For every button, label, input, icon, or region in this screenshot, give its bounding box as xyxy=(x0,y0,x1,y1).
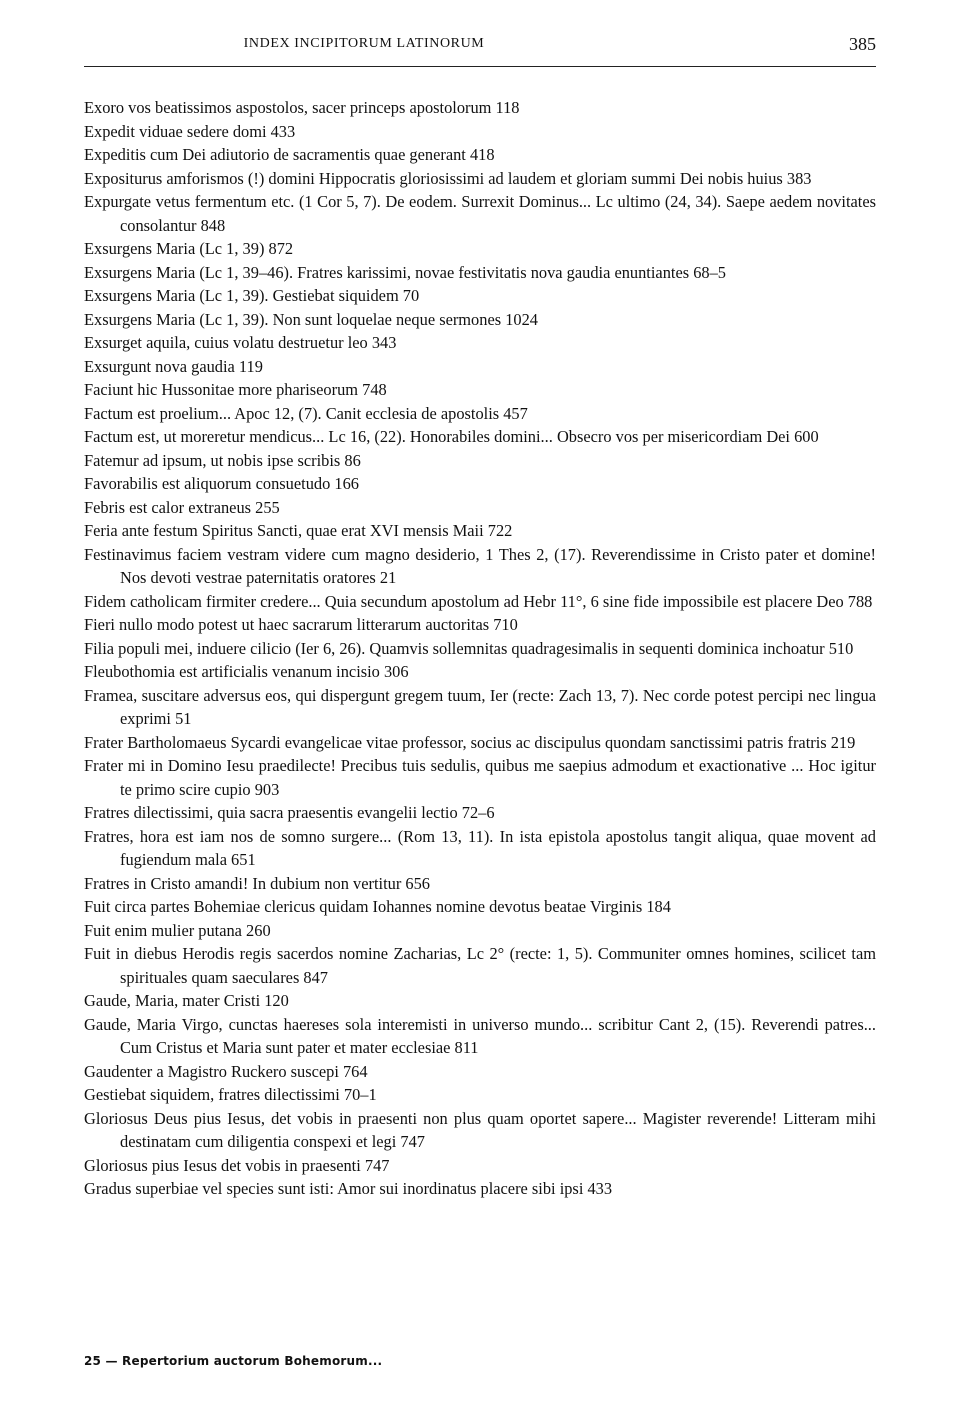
index-entry: Feria ante festum Spiritus Sancti, quae erat XVI mensis Maii 722 xyxy=(84,521,513,540)
index-entry: Fratres dilectissimi, quia sacra praesentis evangelii lectio 72–6 xyxy=(84,803,495,822)
index-entry: Fidem catholicam firmiter credere... Quia secundum apostolum ad Hebr 11°, 6 sine fide impossibile est placere Deo 788 xyxy=(84,591,873,611)
running-title: INDEX INCIPITORUM LATINORUM xyxy=(243,36,485,51)
index-entry: Fuit enim mulier putana 260 xyxy=(84,920,271,940)
index-entry: Expurgate vetus fermentum etc. (1 Cor 5, 7). De eodem. Surrexit Dominus... Lc ultimo (24, 34). Saepe aedem novitates consolantur 848 xyxy=(84,192,876,235)
index-entry: Faciunt hic Hussonitae more phariseorum 748 xyxy=(84,380,387,399)
index-entry: Exsurgens Maria (Lc 1, 39). Gestiebat siquidem 70 xyxy=(84,286,420,305)
index-entry: Gaudenter a Magistro Ruckero suscepi 764 xyxy=(84,1061,368,1081)
index-entry: Factum est, ut moreretur mendicus... Lc 16, (22). Honorabiles domini... Obsecro vos per misericordiam Dei 600 xyxy=(84,427,819,446)
index-entry: Gaude, Maria Virgo, cunctas haereses sola interemisti in universo mundo... scribitur Cant 2, (15). Reverendi patres... Cum Cristus et Maria sunt pater et mater ecclesiae 811 xyxy=(84,1014,876,1057)
index-entry: Exsurget aquila, cuius volatu destruetur leo 343 xyxy=(84,333,397,352)
index-entry: Gloriosus Deus pius Iesus, det vobis in praesenti non plus quam oportet sapere... Magister reverende! Litteram mihi destinatam cum diligentia conspexi et legi 747 xyxy=(84,1108,876,1151)
index-entry: Fuit in diebus Herodis regis sacerdos nomine Zacharias, Lc 2° (recte: 1, 5). Communiter omnes homines, scilicet tam spirituales quam saeculares 847 xyxy=(84,944,876,987)
index-entry: Frater Bartholomaeus Sycardi evangelicae vitae professor, socius ac discipulus quondam sanctissimi patris fratris 219 xyxy=(84,732,856,752)
index-entry: Favorabilis est aliquorum consuetudo 166 xyxy=(84,474,359,493)
index-entries xyxy=(84,96,876,1201)
index-entry: Fieri nullo modo potest ut haec sacrarum litterarum auctoritas 710 xyxy=(84,615,518,634)
page-header xyxy=(84,34,876,62)
index-entry: Exoro vos beatissimos aspostolos, sacer princeps apostolorum 118 xyxy=(84,98,520,117)
index-entry: Exsurgens Maria (Lc 1, 39) 872 xyxy=(84,239,294,258)
index-entry: Exsurgens Maria (Lc 1, 39–46). Fratres karissimi, novae festivitatis nova gaudia enuntiantes 68–5 xyxy=(84,262,726,282)
index-entry: Fratres, hora est iam nos de somno surgere... (Rom 13, 11). In ista epistola apostolus tangit aliqua, quae movent ad fugiendum mala 651 xyxy=(84,826,876,869)
index-entry: Factum est proelium... Apoc 12, (7). Canit ecclesia de apostolis 457 xyxy=(84,403,528,423)
index-entry: Expositurus amforismos (!) domini Hippocratis gloriosissimi ad laudem et gloriam summi Dei nobis huius 383 xyxy=(84,168,812,188)
index-entry: Exsurgunt nova gaudia 119 xyxy=(84,356,263,376)
page-number: 385 xyxy=(849,34,876,54)
index-page xyxy=(84,0,876,1416)
index-entry: Gestiebat siquidem, fratres dilectissimi 70–1 xyxy=(84,1085,377,1104)
header-rule xyxy=(84,66,876,67)
index-entry: Exsurgens Maria (Lc 1, 39). Non sunt loquelae neque sermones 1024 xyxy=(84,309,538,329)
index-entry: Gradus superbiae vel species sunt isti: Amor sui inordinatus placere sibi ipsi 433 xyxy=(84,1179,613,1198)
index-entry: Frater mi in Domino Iesu praedilecte! Precibus tuis sedulis, quibus me saepius admodum et exactionative ... Hoc igitur te primo scire cupio 903 xyxy=(84,756,876,799)
index-entry: Febris est calor extraneus 255 xyxy=(84,497,280,517)
index-entry: Gaude, Maria, mater Cristi 120 xyxy=(84,991,289,1010)
index-entry: Framea, suscitare adversus eos, qui dispergunt gregem tuum, Ier (recte: Zach 13, 7). Nec corde potest percipi nec lingua exprimi 51 xyxy=(84,685,876,728)
index-entry: Expeditis cum Dei adiutorio de sacramentis quae generant 418 xyxy=(84,145,495,164)
index-entry: Fuit circa partes Bohemiae clericus quidam Iohannes nomine devotus beatae Virginis 184 xyxy=(84,897,671,916)
footer-signature: 25 — Repertorium auctorum Bohemorum... xyxy=(84,1354,383,1368)
index-entry: Filia populi mei, induere cilicio (Ier 6, 26). Quamvis sollemnitas quadragesimalis in sequenti dominica inchoatur 510 xyxy=(84,638,854,658)
index-entry: Festinavimus faciem vestram videre cum magno desiderio, 1 Thes 2, (17). Reverendissime in Cristo pater et domine! Nos devoti vestrae paternitatis oratores 21 xyxy=(84,544,876,587)
index-entry: Gloriosus pius Iesus det vobis in praesenti 747 xyxy=(84,1155,390,1175)
index-entry: Fleubothomia est artificialis venanum incisio 306 xyxy=(84,662,409,681)
index-entry: Fatemur ad ipsum, ut nobis ipse scribis 86 xyxy=(84,450,361,470)
index-entry: Fratres in Cristo amandi! In dubium non vertitur 656 xyxy=(84,873,430,893)
index-entry: Expedit viduae sedere domi 433 xyxy=(84,121,296,141)
